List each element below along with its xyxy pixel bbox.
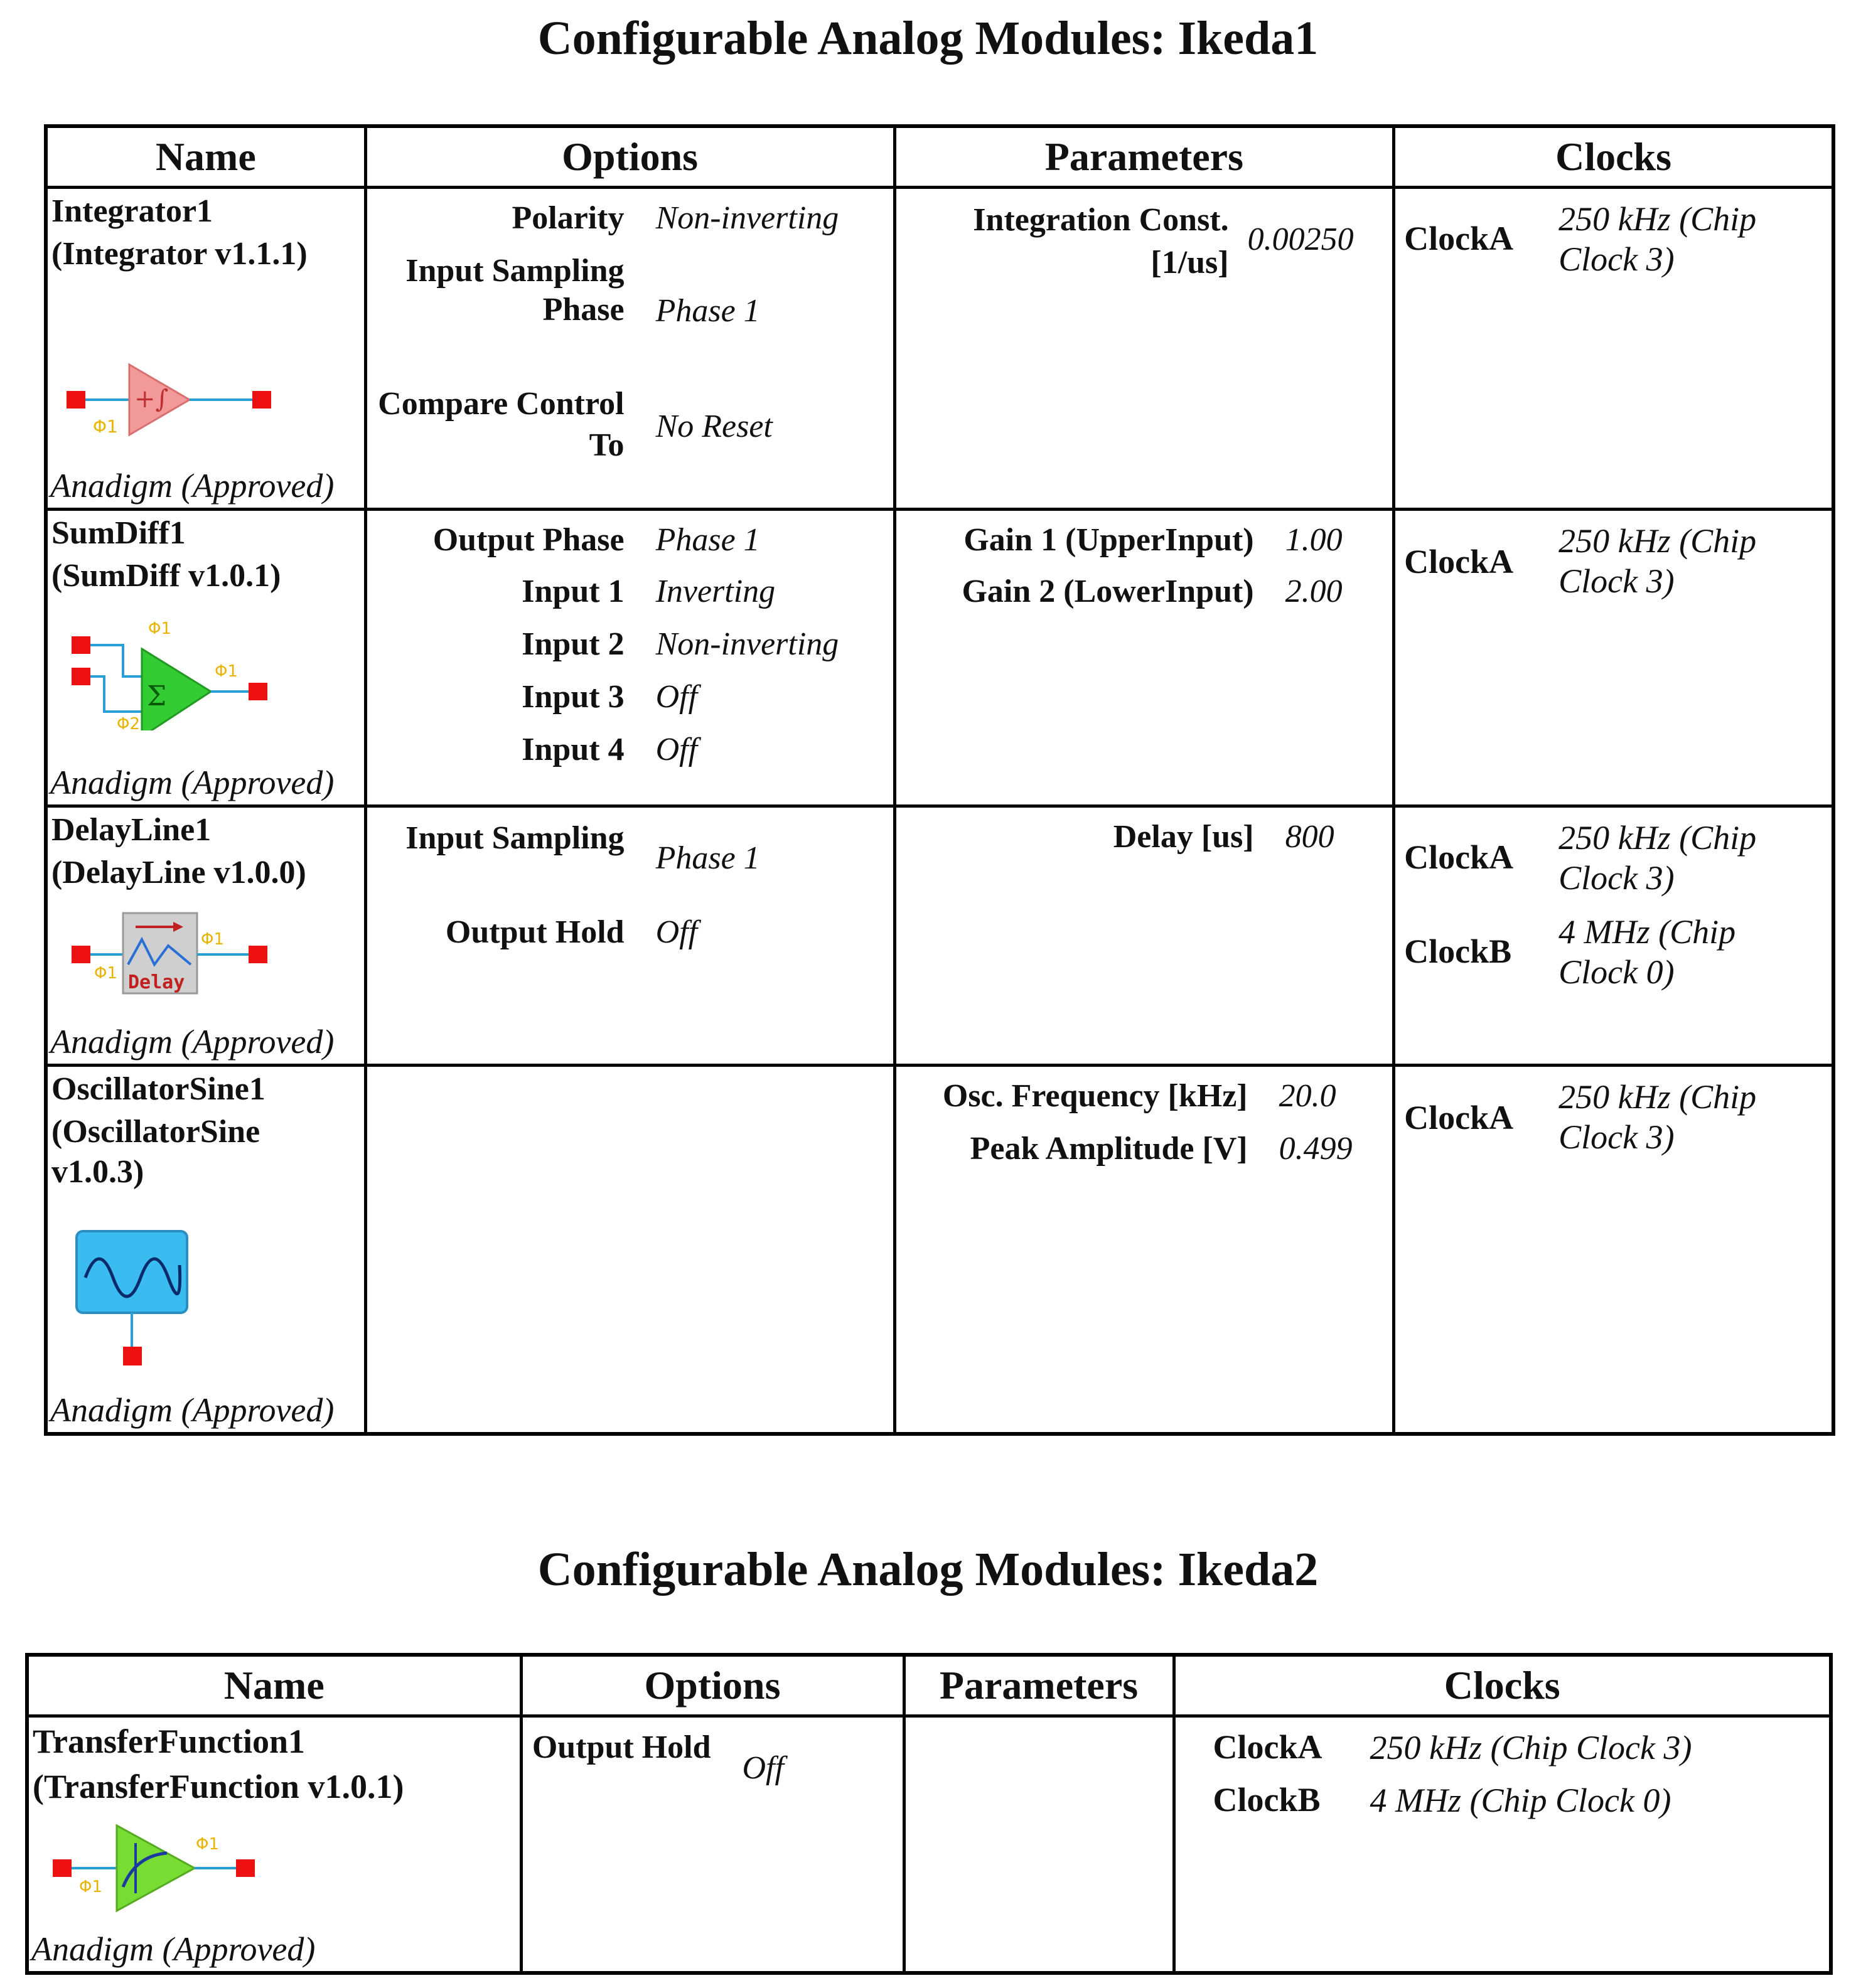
module-name-cell xyxy=(48,511,364,804)
option-label: Compare Control To xyxy=(378,386,625,463)
options-cell xyxy=(367,1067,893,1432)
option-value: Off xyxy=(742,1750,784,1786)
parameters-cell xyxy=(896,1067,1392,1432)
transfer-function-icon xyxy=(48,1818,274,1918)
module-version: (OscillatorSine v1.0.3) xyxy=(51,1114,260,1190)
header-clocks: Clocks xyxy=(1174,1655,1831,1716)
sumdiff-icon xyxy=(67,611,292,730)
options-cell xyxy=(523,1718,903,1971)
svg-text:Φ1: Φ1 xyxy=(196,1835,220,1854)
module-name: Integrator1 xyxy=(51,193,213,229)
option-label: Output Hold xyxy=(532,1729,711,1765)
svg-text:Φ1: Φ1 xyxy=(215,662,239,681)
module-version: (Integrator v1.1.1) xyxy=(51,236,308,272)
clock-label: ClockB xyxy=(1213,1781,1321,1819)
option-value: Non-inverting xyxy=(655,626,839,662)
table-row xyxy=(46,806,1833,1066)
parameters-cell xyxy=(896,511,1392,804)
header-name: Name xyxy=(46,126,365,188)
option-label: Output Hold xyxy=(445,914,625,950)
svg-text:Φ1: Φ1 xyxy=(93,416,118,437)
option-value: Off xyxy=(655,732,698,767)
delay-icon xyxy=(67,908,292,1002)
header-parameters: Parameters xyxy=(904,1655,1174,1716)
option-value: Non-inverting xyxy=(655,200,839,236)
parameter-value: 1.00 xyxy=(1285,522,1343,558)
clocks-cell xyxy=(1395,189,1832,508)
integrator-icon xyxy=(67,358,292,446)
clock-label: ClockA xyxy=(1404,543,1514,580)
option-label: Input 4 xyxy=(522,732,625,767)
options-cell xyxy=(367,808,893,1064)
clock-value: 250 kHz (Chip Clock 3) xyxy=(1558,1078,1757,1156)
svg-text:Σ: Σ xyxy=(147,680,167,712)
page-title-ikeda1: Configurable Analog Modules: Ikeda1 xyxy=(537,12,1319,65)
approval-label: Anadigm (Approved) xyxy=(50,1023,335,1061)
clock-value: 250 kHz (Chip Clock 3) xyxy=(1370,1729,1692,1766)
option-label: Input 1 xyxy=(522,574,625,609)
page-title-ikeda2: Configurable Analog Modules: Ikeda2 xyxy=(537,1543,1319,1596)
parameter-label: Peak Amplitude [V] xyxy=(970,1131,1248,1167)
svg-text:Φ1: Φ1 xyxy=(201,930,225,949)
option-label: Input 2 xyxy=(522,626,625,662)
options-cell xyxy=(367,189,893,508)
option-value: Phase 1 xyxy=(655,522,760,558)
clock-value: 4 MHz (Chip Clock 0) xyxy=(1370,1782,1671,1819)
parameter-label: Integration Const. [1/us] xyxy=(973,202,1229,281)
parameter-value: 2.00 xyxy=(1285,574,1343,609)
option-label: Polarity xyxy=(512,200,625,236)
option-label: Input Sampling xyxy=(405,820,625,856)
parameter-value: 800 xyxy=(1285,819,1334,855)
table-row xyxy=(27,1716,1831,1974)
clock-value: 4 MHz (Chip Clock 0) xyxy=(1558,913,1736,991)
svg-text:Delay: Delay xyxy=(128,971,185,993)
parameter-value: 0.499 xyxy=(1279,1131,1353,1167)
parameter-label: Gain 1 (UpperInput) xyxy=(963,522,1254,558)
table-header-row xyxy=(27,1655,1831,1716)
parameter-label: Osc. Frequency [kHz] xyxy=(942,1078,1248,1114)
option-value: Phase 1 xyxy=(655,293,760,329)
clock-label: ClockB xyxy=(1404,933,1512,970)
module-version: (SumDiff v1.0.1) xyxy=(51,558,281,594)
module-name-cell xyxy=(48,1067,364,1432)
clocks-cell xyxy=(1395,511,1832,804)
clock-value: 250 kHz (Chip Clock 3) xyxy=(1558,522,1757,600)
svg-text:Φ1: Φ1 xyxy=(148,619,172,638)
approval-label: Anadigm (Approved) xyxy=(50,764,335,801)
parameters-cell xyxy=(906,1718,1172,1971)
clocks-cell xyxy=(1395,808,1832,1064)
option-value: Off xyxy=(655,679,698,715)
clock-value: 250 kHz (Chip Clock 3) xyxy=(1558,200,1757,278)
modules-table-ikeda2 xyxy=(25,1653,1833,1975)
option-value: No Reset xyxy=(655,409,773,444)
table-header-row xyxy=(46,126,1833,188)
header-name: Name xyxy=(27,1655,521,1716)
oscillator-icon xyxy=(73,1227,198,1372)
module-name-cell xyxy=(48,808,364,1064)
modules-table-ikeda1 xyxy=(44,124,1835,1436)
option-label: Input 3 xyxy=(522,679,625,715)
header-clocks: Clocks xyxy=(1394,126,1833,188)
clocks-cell xyxy=(1176,1718,1830,1971)
module-version: (TransferFunction v1.0.1) xyxy=(33,1768,404,1805)
table-row xyxy=(46,1066,1833,1435)
parameter-label: Delay [us] xyxy=(1113,819,1254,855)
clock-label: ClockA xyxy=(1404,1099,1514,1136)
clock-label: ClockA xyxy=(1404,838,1514,876)
svg-text:+∫: +∫ xyxy=(134,385,169,414)
parameter-label: Gain 2 (LowerInput) xyxy=(962,574,1254,609)
svg-text:Φ1: Φ1 xyxy=(79,1878,103,1896)
header-options: Options xyxy=(365,126,894,188)
header-options: Options xyxy=(521,1655,904,1716)
option-label: Output Phase xyxy=(432,522,625,558)
module-name-cell xyxy=(29,1718,520,1971)
svg-text:Φ1: Φ1 xyxy=(94,964,118,983)
module-name: DelayLine1 xyxy=(51,812,212,848)
table-row xyxy=(46,510,1833,806)
header-parameters: Parameters xyxy=(894,126,1393,188)
parameters-cell xyxy=(896,189,1392,508)
module-name: SumDiff1 xyxy=(51,515,186,551)
clock-label: ClockA xyxy=(1213,1728,1322,1766)
option-value: Phase 1 xyxy=(655,840,760,876)
module-name-cell xyxy=(48,189,364,508)
approval-label: Anadigm (Approved) xyxy=(50,467,335,505)
option-value: Off xyxy=(655,914,698,950)
options-cell xyxy=(367,511,893,804)
approval-label: Anadigm (Approved) xyxy=(50,1391,335,1429)
parameters-cell xyxy=(896,808,1392,1064)
table-row xyxy=(46,188,1833,510)
option-value: Inverting xyxy=(655,574,776,609)
approval-label: Anadigm (Approved) xyxy=(31,1930,316,1968)
svg-text:Φ2: Φ2 xyxy=(117,715,141,730)
module-name: OscillatorSine1 xyxy=(51,1071,266,1107)
module-name: TransferFunction1 xyxy=(33,1723,305,1760)
parameter-value: 20.0 xyxy=(1279,1078,1336,1114)
option-label: Input Sampling Phase xyxy=(405,253,625,328)
clock-value: 250 kHz (Chip Clock 3) xyxy=(1558,819,1757,897)
parameter-value: 0.00250 xyxy=(1247,222,1354,257)
clocks-cell xyxy=(1395,1067,1832,1432)
clock-label: ClockA xyxy=(1404,220,1514,257)
module-version: (DelayLine v1.0.0) xyxy=(51,855,306,890)
